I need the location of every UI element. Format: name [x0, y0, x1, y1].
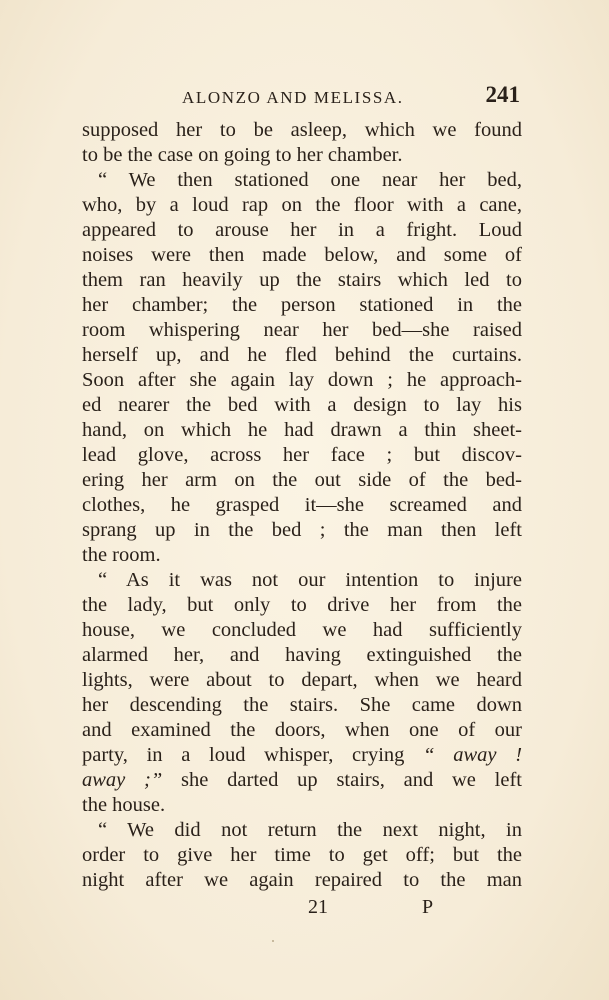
text-line: the lady, but only to drive her from the — [82, 594, 522, 616]
text-line: supposed her to be asleep, which we found — [82, 119, 522, 141]
text-line: night after we again repaired to the man — [82, 869, 522, 891]
text-line: her chamber; the person stationed in the — [82, 294, 522, 316]
text-line: order to give her time to get off; but the — [82, 844, 522, 866]
text-segment: party, in a loud whisper, crying — [82, 744, 405, 766]
text-line: “ As it was not our intention to injure — [98, 569, 522, 591]
text-line: ering her arm on the out side of the bed- — [82, 469, 522, 491]
text-line: house, we concluded we had sufficiently — [82, 619, 522, 641]
body-text — [82, 118, 522, 893]
text-line: clothes, he grasped it—she screamed and — [82, 494, 522, 516]
text-line: herself up, and he fled behind the curtains. — [82, 344, 522, 366]
text-line-with-quote — [82, 768, 522, 793]
running-title: ALONZO AND MELISSA. — [182, 88, 404, 107]
running-head — [82, 84, 522, 114]
text-line: and examined the doors, when one of our — [82, 719, 522, 741]
text-line: “ We then stationed one near her bed, — [98, 169, 522, 191]
signature-letter: P — [422, 896, 434, 918]
text-line: appeared to arouse her in a fright. Loud — [82, 219, 522, 241]
signature-number: 21 — [308, 896, 328, 918]
text-line: them ran heavily up the stairs which led to — [82, 269, 522, 291]
text-line: lead glove, across her face ; but discov- — [82, 444, 522, 466]
signature-mark — [82, 896, 522, 922]
text-line: who, by a loud rap on the floor with a cane, — [82, 194, 522, 216]
text-line: the room. — [82, 544, 161, 566]
text-line: Soon after she again lay down ; he approach- — [82, 369, 522, 391]
text-line: sprang up in the bed ; the man then left — [82, 519, 522, 541]
text-line: ed nearer the bed with a design to lay his — [82, 394, 522, 416]
text-line: alarmed her, and having extinguished the — [82, 644, 522, 666]
text-line: lights, were about to depart, when we heard — [82, 669, 522, 691]
text-line: hand, on which he had drawn a thin sheet- — [82, 419, 522, 441]
text-line: the house. — [82, 794, 166, 816]
text-line: “ We did not return the next night, in — [98, 819, 522, 841]
italic-quote: away ;” — [82, 769, 163, 791]
text-line-with-quote — [82, 743, 522, 768]
text-line: to be the case on going to her chamber. — [82, 144, 403, 166]
italic-quote: “ away ! — [423, 744, 522, 766]
text-line: her descending the stairs. She came down — [82, 694, 522, 716]
page-number: 241 — [485, 82, 520, 107]
text-segment: she darted up stairs, and we left — [162, 769, 522, 791]
text-line: room whispering near her bed—she raised — [82, 319, 522, 341]
text-line: noises were then made below, and some of — [82, 244, 522, 266]
paper-speck — [272, 940, 274, 942]
